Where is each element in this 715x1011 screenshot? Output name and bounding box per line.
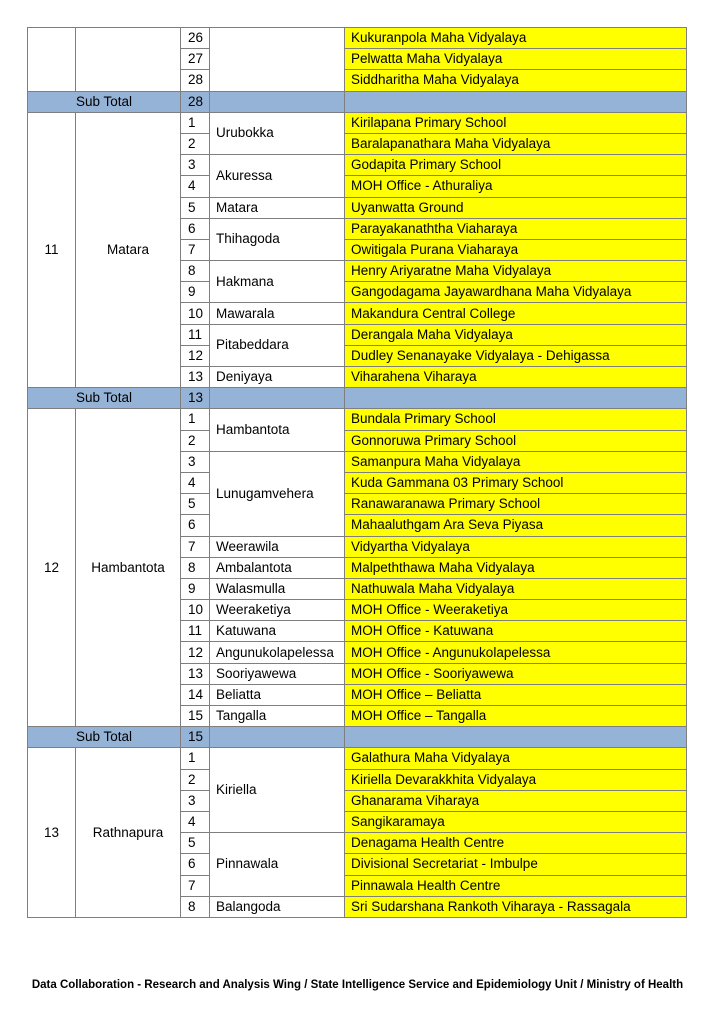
- row-number: 7: [181, 875, 210, 896]
- location-name: Henry Ariyaratne Maha Vidyalaya: [351, 263, 552, 279]
- row-number: 15: [181, 706, 210, 727]
- subtotal-empty-cell: [345, 727, 687, 748]
- location-name: Kuda Gammana 03 Primary School: [351, 475, 564, 491]
- division-name: Matara: [210, 197, 345, 218]
- division-name: Akuressa: [210, 155, 345, 197]
- location-cell: [345, 239, 687, 260]
- location-cell: [345, 811, 687, 832]
- subtotal-value: 28: [181, 91, 210, 112]
- location-name: Pelwatta Maha Vidyalaya: [351, 51, 503, 67]
- row-number: 2: [181, 133, 210, 154]
- row-number: 27: [181, 49, 210, 70]
- location-name: Pinnawala Health Centre: [351, 877, 501, 893]
- location-name: MOH Office - Sooriyawewa: [351, 665, 514, 681]
- location-name: Dudley Senanayake Vidyalaya - Dehigassa: [351, 347, 610, 363]
- location-cell: [345, 324, 687, 345]
- location-name: Derangala Maha Vidyalaya: [351, 326, 513, 342]
- district-number: 13: [28, 748, 76, 918]
- location-name: Owitigala Purana Viaharaya: [351, 241, 519, 257]
- row-number: 10: [181, 600, 210, 621]
- row-number: 3: [181, 451, 210, 472]
- division-name: Lunugamvehera: [210, 451, 345, 536]
- location-cell: [345, 70, 687, 91]
- row-number: 11: [181, 621, 210, 642]
- row-number: 4: [181, 176, 210, 197]
- location-name: MOH Office - Weeraketiya: [351, 602, 509, 618]
- subtotal-value: 15: [181, 727, 210, 748]
- location-cell: [345, 494, 687, 515]
- division-name: Deniyaya: [210, 367, 345, 388]
- subtotal-label: Sub Total: [28, 91, 181, 112]
- location-cell: [345, 282, 687, 303]
- division-name: Pitabeddara: [210, 324, 345, 366]
- location-name: Denagama Health Centre: [351, 835, 505, 851]
- location-cell: [345, 854, 687, 875]
- subtotal-empty-cell: [210, 91, 345, 112]
- row-number: 6: [181, 515, 210, 536]
- location-name: Gonnoruwa Primary School: [351, 432, 517, 448]
- location-cell: [345, 472, 687, 493]
- row-number: 1: [181, 112, 210, 133]
- row-number: 4: [181, 472, 210, 493]
- subtotal-empty-cell: [345, 91, 687, 112]
- division-name: Weerawila: [210, 536, 345, 557]
- district-name: Matara: [76, 112, 181, 387]
- locations-table: [27, 27, 687, 918]
- location-cell: [345, 642, 687, 663]
- location-name: Bundala Primary School: [351, 411, 496, 427]
- subtotal-empty-cell: [345, 388, 687, 409]
- location-name: Divisional Secretariat - Imbulpe: [351, 856, 538, 872]
- location-cell: [345, 112, 687, 133]
- division-name: Urubokka: [210, 112, 345, 154]
- row-number: 1: [181, 409, 210, 430]
- district-number: 12: [28, 409, 76, 727]
- row-number: 4: [181, 811, 210, 832]
- location-name: MOH Office - Athuraliya: [351, 178, 493, 194]
- location-name: Malpeththawa Maha Vidyalaya: [351, 559, 535, 575]
- location-cell: [345, 875, 687, 896]
- row-number: 10: [181, 303, 210, 324]
- location-name: Baralapanathara Maha Vidyalaya: [351, 136, 551, 152]
- row-number: 8: [181, 557, 210, 578]
- subtotal-value: 13: [181, 388, 210, 409]
- location-name: MOH Office – Tangalla: [351, 708, 487, 724]
- row-number: 5: [181, 494, 210, 515]
- location-name: Kiriella Devarakkhita Vidyalaya: [351, 771, 537, 787]
- row-number: 28: [181, 70, 210, 91]
- district-name: Rathnapura: [76, 748, 181, 918]
- row-number: 7: [181, 239, 210, 260]
- district-name: Hambantota: [76, 409, 181, 727]
- location-cell: [345, 133, 687, 154]
- location-cell: [345, 197, 687, 218]
- location-cell: [345, 536, 687, 557]
- row-number: 3: [181, 790, 210, 811]
- division-name: Sooriyawewa: [210, 663, 345, 684]
- location-cell: [345, 896, 687, 917]
- subtotal-empty-cell: [210, 727, 345, 748]
- division-name: Kiriella: [210, 748, 345, 833]
- location-cell: [345, 49, 687, 70]
- location-cell: [345, 430, 687, 451]
- table-row: [28, 748, 687, 769]
- division-name: [210, 28, 345, 92]
- location-cell: [345, 176, 687, 197]
- division-name: Weeraketiya: [210, 600, 345, 621]
- location-cell: [345, 769, 687, 790]
- division-name: Beliatta: [210, 684, 345, 705]
- subtotal-label: Sub Total: [28, 727, 181, 748]
- row-number: 5: [181, 197, 210, 218]
- location-cell: [345, 663, 687, 684]
- row-number: 8: [181, 896, 210, 917]
- location-name: MOH Office – Beliatta: [351, 686, 482, 702]
- row-number: 13: [181, 367, 210, 388]
- division-name: Hakmana: [210, 261, 345, 303]
- locations-table-body: [28, 28, 687, 918]
- location-name: Ranawaranawa Primary School: [351, 496, 541, 512]
- subtotal-row: [28, 727, 687, 748]
- location-cell: [345, 621, 687, 642]
- division-name: Balangoda: [210, 896, 345, 917]
- division-name: Katuwana: [210, 621, 345, 642]
- location-name: Godapita Primary School: [351, 157, 502, 173]
- table-row: [28, 28, 687, 49]
- division-name: Ambalantota: [210, 557, 345, 578]
- row-number: 8: [181, 261, 210, 282]
- row-number: 9: [181, 282, 210, 303]
- location-name: Siddharitha Maha Vidyalaya: [351, 72, 519, 88]
- location-name: Vidyartha Vidyalaya: [351, 538, 470, 554]
- subtotal-empty-cell: [210, 388, 345, 409]
- location-cell: [345, 451, 687, 472]
- location-cell: [345, 218, 687, 239]
- location-name: Uyanwatta Ground: [351, 199, 464, 215]
- location-cell: [345, 790, 687, 811]
- subtotal-row: [28, 388, 687, 409]
- row-number: 6: [181, 218, 210, 239]
- location-name: Parayakanaththa Viaharaya: [351, 220, 518, 236]
- table-row: [28, 409, 687, 430]
- location-cell: [345, 748, 687, 769]
- location-cell: [345, 515, 687, 536]
- division-name: Tangalla: [210, 706, 345, 727]
- subtotal-row: [28, 91, 687, 112]
- location-cell: [345, 706, 687, 727]
- row-number: 12: [181, 345, 210, 366]
- row-number: 3: [181, 155, 210, 176]
- location-name: Mahaaluthgam Ara Seva Piyasa: [351, 517, 544, 533]
- division-name: Hambantota: [210, 409, 345, 451]
- location-cell: [345, 600, 687, 621]
- row-number: 9: [181, 578, 210, 599]
- location-cell: [345, 261, 687, 282]
- division-name: Walasmulla: [210, 578, 345, 599]
- location-name: Kirilapana Primary School: [351, 114, 507, 130]
- row-number: 14: [181, 684, 210, 705]
- location-cell: [345, 409, 687, 430]
- location-cell: [345, 303, 687, 324]
- row-number: 2: [181, 769, 210, 790]
- row-number: 5: [181, 833, 210, 854]
- location-cell: [345, 578, 687, 599]
- location-name: Gangodagama Jayawardhana Maha Vidyalaya: [351, 284, 632, 300]
- location-cell: [345, 367, 687, 388]
- division-name: Mawarala: [210, 303, 345, 324]
- location-cell: [345, 684, 687, 705]
- location-cell: [345, 833, 687, 854]
- district-number: 11: [28, 112, 76, 387]
- row-number: 12: [181, 642, 210, 663]
- location-name: Ghanarama Viharaya: [351, 792, 480, 808]
- location-cell: [345, 557, 687, 578]
- division-name: Pinnawala: [210, 833, 345, 897]
- location-name: Makandura Central College: [351, 305, 516, 321]
- location-cell: [345, 155, 687, 176]
- division-name: Thihagoda: [210, 218, 345, 260]
- subtotal-label: Sub Total: [28, 388, 181, 409]
- location-cell: [345, 345, 687, 366]
- division-name: Angunukolapelessa: [210, 642, 345, 663]
- location-name: MOH Office - Katuwana: [351, 623, 494, 639]
- location-name: Samanpura Maha Vidyalaya: [351, 453, 521, 469]
- location-name: Viharahena Viharaya: [351, 369, 477, 385]
- location-name: Sri Sudarshana Rankoth Viharaya - Rassagala: [351, 898, 631, 914]
- row-number: 7: [181, 536, 210, 557]
- location-name: Sangikaramaya: [351, 814, 445, 830]
- district-number: [28, 28, 76, 92]
- location-name: Galathura Maha Vidyalaya: [351, 750, 510, 766]
- location-name: Kukuranpola Maha Vidyalaya: [351, 30, 527, 46]
- row-number: 26: [181, 28, 210, 49]
- row-number: 6: [181, 854, 210, 875]
- table-row: [28, 112, 687, 133]
- location-name: MOH Office - Angunukolapelessa: [351, 644, 551, 660]
- district-name: [76, 28, 181, 92]
- row-number: 1: [181, 748, 210, 769]
- row-number: 2: [181, 430, 210, 451]
- footer-text: Data Collaboration - Research and Analysis Wing / State Intelligence Service and Epidemiology Unit / Ministry of Health: [31, 979, 684, 991]
- location-name: Nathuwala Maha Vidyalaya: [351, 580, 515, 596]
- location-cell: [345, 28, 687, 49]
- row-number: 11: [181, 324, 210, 345]
- row-number: 13: [181, 663, 210, 684]
